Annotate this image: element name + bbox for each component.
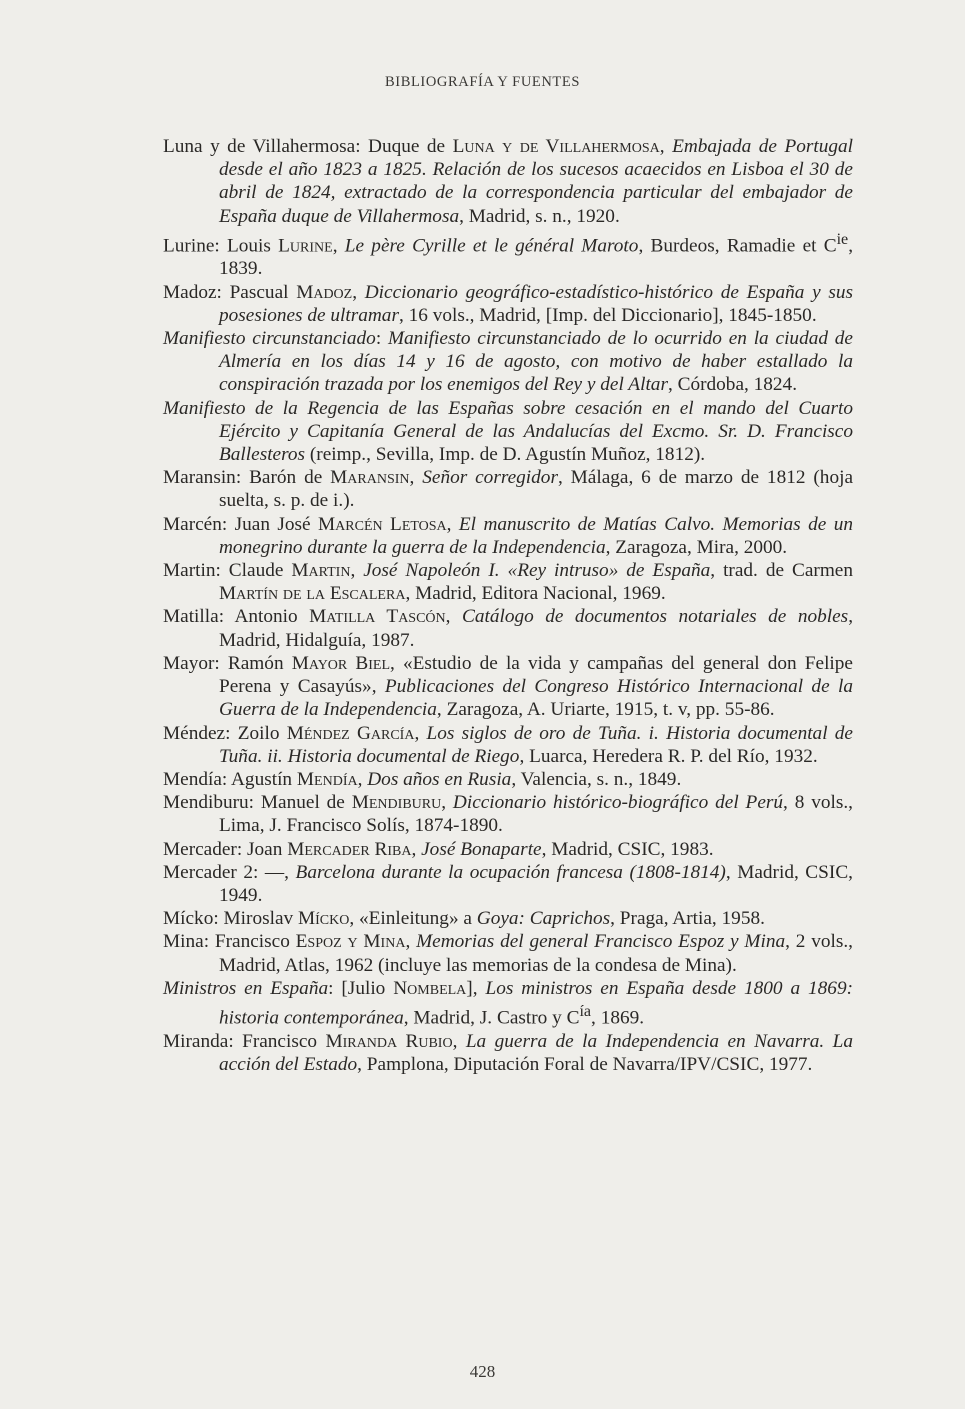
entry-text: , 2 vols., Madrid, Atlas, 1962 (incluye las memorias de la condesa de Mina). bbox=[219, 931, 853, 976]
bibliography-list bbox=[163, 135, 853, 1076]
entry-text: , bbox=[405, 931, 417, 953]
entry-text: , bbox=[445, 606, 462, 628]
entry-text: Madoz: Pascual bbox=[163, 281, 297, 303]
bibliography-entry bbox=[163, 652, 853, 722]
entry-title-text: Publicaciones del Congreso Histórico Internacional de la Guerra de la Independencia bbox=[219, 676, 853, 721]
entry-text: Matilla: Antonio bbox=[163, 606, 310, 628]
entry-text: , Madrid, J. Castro y C bbox=[403, 1007, 580, 1029]
bibliography-entry bbox=[163, 466, 853, 512]
bibliography-entry bbox=[163, 791, 853, 837]
author-name: Mercader Riba bbox=[287, 838, 412, 860]
entry-text: , Pamplona, Diputación Foral de Navarra/IPV/CSIC, 1977. bbox=[357, 1053, 813, 1075]
entry-text: , Madrid, Editora Nacional, 1969. bbox=[405, 583, 666, 605]
bibliography-entry bbox=[163, 327, 853, 397]
entry-text: , bbox=[446, 513, 459, 535]
entry-title-text: Goya: Caprichos bbox=[476, 908, 611, 930]
entry-text: , 1839. bbox=[219, 235, 854, 280]
entry-text: (reimp., Sevilla, Imp. de D. Agustín Muñoz, 1812). bbox=[305, 444, 706, 466]
entry-title-text: Embajada de Portugal desde el año 1823 a 1825. Relación de los sucesos acaecidos en Lisboa el 30 de abril de 1824, extractado de la correspondencia particular del embajador de España duque de Villahermosa bbox=[219, 136, 854, 227]
entry-text: ie bbox=[836, 230, 849, 248]
bibliography-entry bbox=[163, 930, 853, 976]
entry-text: , Zaragoza, A. Uriarte, 1915, t. v, pp. 55-86. bbox=[436, 699, 775, 721]
entry-title-text: Diccionario geográfico-estadístico-histórico de España y sus posesiones de ultramar bbox=[219, 281, 854, 326]
entry-title-text: El manuscrito de Matías Calvo. Memorias de un monegrino durante la guerra de la Independencia bbox=[219, 513, 853, 558]
author-name: Nombela bbox=[393, 977, 467, 999]
entry-text: , bbox=[409, 467, 423, 489]
bibliography-entry bbox=[163, 135, 853, 228]
entry-text: , 16 vols., Madrid, [Imp. del Diccionario], 1845-1850. bbox=[398, 304, 817, 326]
entry-text: Mina: Francisco bbox=[163, 931, 296, 953]
entry-title-text: Diccionario histórico-biográfico del Perú bbox=[452, 792, 784, 814]
entry-title-text: José Napoleón I. «Rey intruso» de España bbox=[363, 560, 711, 582]
bibliography-entry bbox=[163, 861, 853, 907]
entry-text: , Valencia, s. n., 1849. bbox=[511, 768, 682, 790]
entry-text: Mercader 2: —, bbox=[163, 861, 296, 883]
entry-text: Luna y de Villahermosa: Duque de bbox=[163, 136, 453, 157]
entry-text: Martin: Claude bbox=[163, 560, 292, 582]
entry-text: Mercader: Joan bbox=[163, 838, 288, 860]
bibliography-entry bbox=[163, 397, 853, 467]
bibliography-entry bbox=[163, 768, 853, 791]
bibliography-entry bbox=[163, 605, 853, 651]
entry-text: Mícko: Miroslav bbox=[163, 908, 298, 930]
author-name: Méndez García bbox=[286, 722, 415, 744]
author-name: Mendía bbox=[296, 768, 358, 790]
entry-title-text: Memorias del general Francisco Espoz y Mina bbox=[416, 931, 786, 953]
entry-text: , Madrid, CSIC, 1949. bbox=[219, 861, 853, 906]
bibliography-entry bbox=[163, 228, 853, 281]
author-name: Mendiburu bbox=[351, 792, 442, 814]
entry-text: , 8 vols., Lima, J. Francisco Solís, 1874-1890. bbox=[219, 792, 853, 837]
entry-title-text: Barcelona durante la ocupación francesa (1808-1814) bbox=[295, 861, 726, 883]
bibliography-entry bbox=[163, 722, 853, 768]
entry-title-text: José Bonaparte bbox=[421, 838, 542, 860]
entry-text: , Madrid, Hidalguía, 1987. bbox=[219, 606, 854, 651]
author-name: Espoz y Mina bbox=[295, 931, 406, 953]
entry-text: , «Estudio de la vida y campañas del general don Felipe Perena y Casayús», bbox=[219, 652, 853, 698]
entry-text: : [Julio bbox=[328, 977, 394, 999]
entry-text: , Luarca, Heredera R. P. del Río, 1932. bbox=[519, 745, 818, 767]
entry-text: , bbox=[414, 722, 427, 744]
entry-text: , Burdeos, Ramadie et C bbox=[638, 235, 837, 257]
entry-text: , bbox=[357, 768, 368, 790]
entry-text: Lurine: Louis bbox=[163, 235, 279, 257]
bibliography-entry bbox=[163, 513, 853, 559]
entry-text: Méndez: Zoilo bbox=[163, 722, 287, 744]
entry-text: Mendiburu: Manuel de bbox=[163, 792, 352, 814]
running-head: BIBLIOGRAFÍA Y FUENTES bbox=[385, 74, 580, 90]
bibliography-entry bbox=[163, 907, 853, 930]
entry-text: , bbox=[332, 235, 345, 257]
entry-text: Maransin: Barón de bbox=[163, 467, 331, 489]
entry-text: Mendía: Agustín bbox=[163, 768, 297, 790]
author-name: Martín de la Escalera bbox=[219, 583, 406, 605]
entry-title-text: Ministros en España bbox=[163, 977, 329, 999]
entry-title-text: Manifiesto circunstanciado de lo ocurrido en la ciudad de Almería en los días 14 y 16 de agosto, con motivo de haber estallado la conspiración trazada por los enemigos del Rey y del Altar bbox=[219, 328, 853, 396]
entry-text: , Madrid, CSIC, 1983. bbox=[541, 838, 714, 860]
entry-text: , trad. de Carmen bbox=[710, 560, 854, 582]
entry-text: , bbox=[411, 838, 422, 860]
author-name: Luna y de Villahermosa bbox=[452, 136, 660, 157]
author-name: Mícko bbox=[297, 908, 350, 930]
entry-text: Mayor: Ramón bbox=[163, 652, 292, 674]
entry-text: , bbox=[441, 792, 453, 814]
bibliography-entry bbox=[163, 977, 853, 1030]
entry-text: ía bbox=[579, 1002, 592, 1020]
entry-title-text: Dos años en Rusia bbox=[367, 768, 512, 790]
entry-title-text: Los ministros en España desde 1800 a 1869: historia contemporánea bbox=[219, 977, 854, 1029]
author-name: Miranda Rubio bbox=[325, 1030, 453, 1052]
entry-title-text: Catálogo de documentos notariales de nobles bbox=[461, 606, 849, 628]
entry-title-text: La guerra de la Independencia en Navarra. La acción del Estado bbox=[219, 1030, 854, 1075]
entry-text: , Zaragoza, Mira, 2000. bbox=[605, 536, 788, 558]
entry-text: , Córdoba, 1824. bbox=[667, 374, 798, 396]
entry-title-text: Manifiesto circunstanciado bbox=[163, 328, 376, 350]
bibliography-entry bbox=[163, 838, 853, 861]
bibliography-entry bbox=[163, 281, 853, 327]
entry-text: Miranda: Francisco bbox=[163, 1030, 326, 1052]
entry-text: , bbox=[350, 560, 364, 582]
entry-title-text: Señor corregidor bbox=[422, 467, 558, 489]
entry-text: Marcén: Juan José bbox=[163, 513, 319, 535]
page-number: 428 bbox=[469, 1362, 496, 1381]
entry-text: , «Einleitung» a bbox=[349, 908, 477, 930]
entry-text: , bbox=[659, 136, 673, 157]
entry-text: , Madrid, s. n., 1920. bbox=[459, 205, 620, 227]
entry-text: , bbox=[452, 1030, 466, 1052]
entry-text: , Praga, Artia, 1958. bbox=[610, 908, 765, 930]
entry-text: , Málaga, 6 de marzo de 1812 (hoja suelta, s. p. de i.). bbox=[219, 467, 853, 512]
author-name: Mayor Biel bbox=[291, 652, 390, 674]
author-name: Marcén Letosa bbox=[318, 513, 447, 535]
entry-text: , bbox=[352, 281, 365, 303]
entry-text: ], bbox=[466, 977, 486, 999]
author-name: Madoz bbox=[296, 281, 353, 303]
entry-title-text: Le père Cyrille et le général Maroto bbox=[344, 235, 639, 257]
author-name: Martin bbox=[291, 560, 351, 582]
entry-text: , 1869. bbox=[591, 1007, 645, 1029]
entry-title-text: Manifiesto de la Regencia de las Españas sobre cesación en el mando del Cuarto Ejército y Capitanía General de las Andalucías del Excmo. Sr. D. Francisco Ballesteros bbox=[163, 397, 853, 466]
bibliography-entry bbox=[163, 559, 853, 605]
author-name: Lurine bbox=[278, 235, 333, 257]
author-name: Maransin bbox=[330, 467, 410, 489]
entry-text: : bbox=[375, 328, 388, 350]
author-name: Matilla Tascón bbox=[309, 606, 446, 628]
bibliography-entry bbox=[163, 1030, 853, 1076]
entry-title-text: Los siglos de oro de Tuña. i. Historia documental de Tuña. ii. Historia documental de Riego bbox=[219, 722, 853, 767]
